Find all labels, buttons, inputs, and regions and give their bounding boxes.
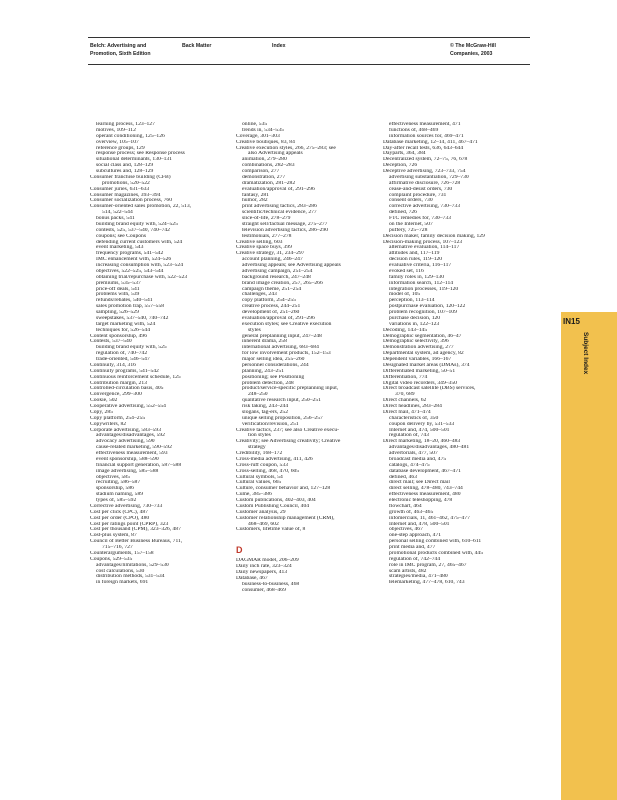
index-entry: learning process, 123–127 [96,122,155,127]
index-entry: verification/revision, 251 [242,421,299,427]
index-entry: types of, 585–592 [96,498,137,503]
index-entry: 715–716, 727 [102,545,133,550]
index-entry: Convergence, 299–300 [90,392,142,398]
index-entry: response process; see Response process [96,151,185,157]
index-entry: comparison, 277 [242,169,280,174]
index-entry: Copy platform, 254–255 [90,415,146,421]
index-entry: functions of, 468–469 [389,127,439,133]
index-entry: sponsorship, 586 [96,486,134,492]
index-entry: Contribution margin, 213 [90,380,147,386]
index-entry: Day-after recall tests, 636, 643–644 [383,145,464,151]
index-entry: campaign theme, 251–254 [242,286,302,292]
index-entry: situational determinants, 130–131 [96,157,172,163]
index-entry: Cost per order (CPO), 480 [90,515,150,521]
index-entry: Cross-ruff coupon, 533 [236,462,288,468]
index-entry: model of, 105 [389,292,421,298]
index-entry: planning, 243–251 [242,368,284,374]
index-entry: Creative strategy, 31, 234–297 [236,251,305,257]
index-entry: variations in, 122–123 [389,321,440,327]
index-entry: bonus packs, 541 [96,216,135,221]
index-entry: Council of Better Business Bureaus, 711, [90,539,183,545]
index-entry: effectiveness measurement, 471 [389,122,461,127]
index-entry: Daily inch rate, 323–324 [236,564,292,570]
index-entry: Cume, 385–386 [236,492,272,498]
book-title-line1: Belch: Advertising and [90,43,147,49]
copyright-line1: © The McGraw-Hill [450,43,496,49]
index-entry: slice-of-life, 278–279 [242,216,291,221]
index-entry: advocacy advertising, 590 [96,439,155,445]
index-entry: affirmative disclosure, 726–728 [389,180,461,186]
index-entry: copy platform, 254–255 [242,298,296,304]
index-entry: brand image creation, 257, 265–266 [242,280,323,286]
index-entry: Consumer-oriented sales promotion, 22, 513, [90,204,192,210]
index-entry: Cooperative advertising, 552–554 [90,404,166,409]
index-entry: Cross-selling, 468, 470, 605 [236,468,300,474]
index-column-2 [236,122,386,594]
index-entry: Creative space buys, 399 [236,245,292,251]
index-entry: Demographic selectivity, 396 [383,339,449,345]
index-entry: building brand equity with, 524–525 [96,221,178,227]
index-entry: regulation of, 742–744 [389,556,441,562]
index-entry: in foreign markets, 691 [96,580,149,586]
thumb-tab-label: Subject Index [582,332,589,375]
index-entry: scam artists, 482 [389,568,427,574]
index-entry: stadium naming, 589 [96,492,144,498]
index-entry: reference groups, 129 [96,145,145,151]
index-entry: objectives, 585 [96,474,130,480]
index-entry: Deception, 726 [383,163,418,169]
index-entry: regulation of, 740–742 [96,351,148,357]
index-entry: Continuity, 314, 316 [90,362,136,368]
index-entry: corrective advertising, 730–733 [389,204,460,210]
index-entry: Designated market areas (DMAs), 374 [383,362,470,368]
index-entry: sales promotion trap, 557–558 [96,304,165,310]
index-entry: Copywriters, 82 [90,421,127,427]
index-entry: Departmental system, ad agency, 82 [383,351,464,357]
index-entry: Customer relationship management (CRM), [236,515,335,521]
index-entry: Decoding, 143–145 [383,327,428,333]
index-entry: advantages/limitations, 529–530 [96,562,169,568]
index-entry: family roles in, 129–130 [389,274,444,280]
index-entry: Internet and, 474, 500–501 [389,427,450,433]
index-entry: Customer analysis, 29 [236,509,286,515]
index-entry: evaluation/approval of, 291–296 [242,186,315,192]
index-entry: Consumer magazines, 393–394 [90,192,161,198]
index-entry: 370, 689 [395,392,415,398]
index-entry: strategies/media, 471–480 [389,574,448,580]
index-entry: Daily newspapers, 413 [236,570,288,575]
index-entry: premiums, 535–537 [96,280,141,286]
index-entry: slogans, tag-ers, 252 [242,409,288,415]
index-entry: Decision maker, family decision making, 129 [383,233,485,239]
index-entry: business-to-business, 468 [242,581,300,587]
index-entry: motives, 109–112 [96,127,136,133]
index-entry: background research, 247–248 [242,274,311,280]
index-entry: personal selling combined with, 610–611 [389,539,482,545]
index-entry: Cultural values, 665 [236,480,282,486]
index-entry: Credibility, 168–172 [236,451,283,456]
index-entry: distribution methods, 531–534 [96,574,165,580]
index-entry: Culture, consumer behavior and, 127–128 [236,486,331,492]
index-entry: combinations, 282–283 [242,163,295,169]
index-entry: Corrective advertising, 730–733 [90,503,163,509]
running-header [88,37,530,65]
index-entry: social class and, 128–129 [96,163,154,169]
copyright [450,42,496,58]
index-entry: Dayparts, 364, 384 [383,151,426,157]
index-entry: evaluation/approval of, 291–296 [242,315,315,321]
index-entry: techniques for, 526–544 [96,327,150,333]
index-entry: alternative evaluation, 114–117 [389,245,460,251]
index-entry: trade-oriented, 546–547 [96,357,150,362]
index-entry: defined, 463 [389,474,417,480]
index-entry: objectives, 467 [389,527,423,533]
section-letter: D [236,545,243,556]
index-entry: event sponsorship, 588–590 [96,456,159,462]
index-entry: target marketing with, 524 [96,321,156,327]
index-entry: Database, 467 [236,575,268,581]
index-entry: coupons; see Coupons [96,233,147,239]
chapter-name: Index [272,43,286,49]
index-entry: overview, 105–107 [96,139,139,145]
index-entry: database development, 467–471 [389,468,461,474]
index-entry: also Advertising appeals [248,151,303,157]
index-entry: 514, 522–544 [102,210,133,216]
index-entry: promotions, 520–522 [102,180,150,186]
index-entry: electronic teleshopping, 478 [389,498,453,503]
index-entry: positioning; see Positioning [242,374,305,380]
index-entry: Differentiation, 774 [383,374,428,380]
index-entry: subcultures and, 128–129 [96,169,154,174]
index-entry: general preplanning input, 247–248 [242,333,322,339]
index-entry: Direct headlines, 283–284 [383,404,442,409]
index-entry: Cost per ratings point (CPRP), 323 [90,521,169,527]
index-entry: information sources for, 469–471 [389,133,464,139]
index-entry: tion styles [248,433,271,439]
index-entry: infomercials, 11, 461–462, 475–477 [389,515,470,521]
index-entry: telemarketing, 477–478, 610, 743 [389,580,465,586]
index-entry: humor, 282 [242,198,268,204]
index-entry: Copy, 285 [90,409,113,415]
index-column-1 [90,122,240,586]
index-entry: price-off deals, 541 [96,286,140,292]
index-entry: direct mail; see Direct mail [389,480,450,486]
index-entry: Coverage, 301–303 [236,133,280,139]
index-entry: 468–469, 602 [248,521,279,527]
index-entry: execution styles; see Creative execution [242,321,332,327]
index-entry: styles [248,327,261,333]
index-entry: Cost-plus system, 87 [90,533,137,539]
index-entry: defined, 726 [389,210,417,216]
index-entry: Cookie, 502 [90,398,118,404]
index-entry: Direct marketing, 18–20, 460–483 [383,439,461,445]
index-entry: strategy [248,445,266,451]
index-entry: evaluative criteria, 116–117 [389,263,452,268]
index-entry: trends in, 534–535 [242,127,284,133]
index-entry: dramatization, 281–282 [242,180,296,186]
index-entry: Content sponsorship, 496 [90,333,148,339]
index-entry: scientific/technical evidence, 277 [242,210,317,216]
index-entry: Customers, lifetime value of, 8 [236,527,306,533]
index-entry: image advertising, 585–588 [96,468,159,474]
book-title [90,42,151,58]
index-entry: coupon delivery by, 531–533 [389,421,455,427]
index-entry: increasing consumption with, 523–524 [96,263,184,268]
index-entry: Creativity; see Advertising creativity; Creative [236,439,341,445]
index-entry: Custom publications, 402–403, 404 [236,498,316,503]
index-entry: financial support generation, 587–588 [96,462,182,468]
index-entry: one-step approach, 471 [389,533,442,539]
index-entry: Creative execution styles, 266, 275–283; see [236,145,336,151]
index-entry: problems with, 539 [96,292,140,298]
index-entry: Continuity programs, 541–542 [90,368,159,374]
index-entry: personnel considerations, 244 [242,362,309,368]
index-entry: Deceptive advertising, 723–733, 754 [383,169,466,174]
index-entry: perception, 113–114 [389,298,435,304]
index-entry: integration processes, 119–120 [389,286,459,292]
index-entry: straight sell/factual message, 275–277 [242,221,328,227]
index-entry: problem recognition, 107–109 [389,310,457,315]
index-entry: direct selling, 478–480, 743–744 [389,486,463,492]
index-entry: 248–250 [248,392,268,398]
index-entry: Counterarguments, 157–158 [90,550,154,556]
index-entry: cost calculations, 530 [96,568,145,574]
index-entry: Direct channels, 62 [383,398,427,404]
index-entry: demonstration, 277 [242,174,286,180]
index-entry: decision rules, 119–120 [389,257,443,263]
index-entry: product/service-specific preplanning input, [242,386,339,392]
index-entry: Digital video recorders, 349–350 [383,380,457,386]
index-entry: event marketing, 543 [96,245,144,251]
index-entry: effectiveness measurement, 480 [389,492,461,498]
index-entry: obtaining trial/repurchase with, 522–523 [96,274,188,280]
index-entry: consumer, 468–469 [242,587,286,593]
index-entry: flowchart, 464 [389,503,422,509]
index-entry: major selling idea, 255–260 [242,357,305,362]
index-entry: Cost per click (CPC), 487 [90,509,148,515]
index-entry: complaint procedure, 731 [389,192,447,198]
index-entry: Cost per thousand (CPM), 323–326, 487 [90,527,181,533]
index-entry: Creative boutiques, 83, 84 [236,139,295,145]
index-entry: advertising substantiation, 729–730 [389,174,469,180]
index-entry: IMC enhancement with, 524–526 [96,257,172,263]
index-entry: Consumer socialization process, 760 [90,198,173,204]
index-entry: Creative tactics, 237; see also Creative execu- [236,427,339,433]
index-entry: Continuous reinforcement schedule, 125 [90,374,181,380]
index-entry: qualitative research input, 250–251 [242,398,321,404]
index-entry: operant conditioning, 125–126 [96,133,165,139]
index-entry: television advertising tactics, 286–290 [242,227,329,233]
index-entry: Cultural symbols, 54 [236,474,283,480]
index-entry: print advertising tactics, 283–286 [242,204,317,210]
index-entry: sweepstakes, 537–540, 740–742 [96,315,169,321]
index-entry: print media and, 477 [389,545,436,550]
copyright-line2: Companies, 2003 [450,51,493,57]
index-entry: DAGMAR model, 206–209 [236,558,299,564]
index-entry: for low involvement products, 152–153 [242,351,331,357]
index-entry: advertising campaign, 251–254 [242,268,313,274]
index-entry: international advertising, 683–684 [242,345,319,351]
index-entry: Dependent variables, 166–167 [383,357,452,362]
index-entry: FTC remedies for, 730–733 [389,216,451,221]
index-entry: advertorials, 477, 507 [389,451,438,456]
index-entry: contests, 525, 537–540, 740–742 [96,227,170,233]
index-entry: Direct mail, 471–474 [383,409,431,415]
book-title-line2: Promotion, Sixth Edition [90,51,151,57]
index-entry: puffery, 725–728 [389,227,428,233]
index-entry: information search, 112–114 [389,280,454,286]
index-entry: attitudes and, 117–119 [389,251,440,257]
index-entry: Corporate advertising, 583–593 [90,427,161,433]
index-entry: building brand equity with, 525 [96,345,167,351]
index-entry: unique selling proposition, 256–257 [242,415,323,421]
index-entry: broadcast media and, 475 [389,456,447,462]
index-entry: regulation of, 743 [389,433,429,439]
index-entry: advantages/disadvantages, 480–481 [389,445,470,451]
index-entry: risk taking, 243–244 [242,404,289,409]
index-entry: Contests, 537–540 [90,339,132,345]
index-entry: consent orders, 730 [389,198,433,204]
index-entry: objectives, 522–525, 543–544 [96,268,164,274]
index-entry: Demographic segmentation, 46–47 [383,333,462,339]
index-entry: fantasy, 281 [242,192,269,198]
index-entry: Demonstration advertising, 277 [383,345,454,351]
index-entry: Internet and, 478, 500–501 [389,521,450,527]
index-entry: postpurchase evaluation, 120–122 [389,304,466,310]
index-entry: Custom Publishing Council, 404 [236,503,310,509]
index-entry: Consumer franchise building (CFB) [90,174,171,180]
index-entry: challenges, 243 [242,292,277,298]
index-entry: role in IMC program, 27, 465–467 [389,562,467,568]
index-entry: cause-related marketing, 590–592 [96,445,172,451]
index-entry: catalogs, 474–475 [389,462,430,468]
section-name: Back Matter [182,43,212,49]
index-entry: Differentiated marketing, 50–51 [383,368,456,374]
index-entry: Decision-making process, 107–123 [383,239,463,245]
index-entry: on the Internet, 507 [389,221,433,227]
index-entry: Controlled-circulation basis, 405 [90,386,164,392]
thumb-tab [561,312,617,800]
index-entry: effectiveness measurement, 593 [96,451,168,456]
index-entry: animation, 279–280 [242,157,287,163]
index-entry: sampling, 526–529 [96,310,139,315]
index-entry: defending current customers with, 524 [96,239,183,245]
index-entry: Database marketing, 12–14, 411, 467–471 [383,139,478,145]
index-entry: advantages/disadvantages, 592 [96,433,165,439]
index-entry: frequency programs, 541–542 [96,251,164,257]
index-entry: recruiting, 586–587 [96,480,141,486]
index-entry: Creative selling, 603 [236,239,283,245]
index-entry: testimonials, 277–278 [242,233,292,239]
index-entry: evoked set, 116 [389,268,424,274]
page-number: IN15 [563,317,580,326]
index-entry: Decentralized system, 72–75, 76, 678 [383,157,468,163]
index-entry: Direct broadcast satellite (DBS) services, [383,386,476,392]
index-entry: cease-and-desist orders, 730 [389,186,453,192]
index-entry: Cross-media advertising, 411, 426 [236,456,313,462]
index-column-3 [383,122,533,586]
index-entry: problem detection, 248 [242,380,294,386]
index-entry: online, 535 [242,122,268,127]
index-entry: characteristics of, 350 [389,415,439,421]
index-entry: refunds/rebates, 540–541 [96,298,153,304]
index-entry: promotional products combined with, 445 [389,550,483,556]
index-entry: account planning, 246–247 [242,257,303,263]
index-entry: Coupons, 529–535 [90,556,133,562]
index-entry: growth of, 463–465 [389,509,434,515]
index-entry: purchase decision, 120 [389,315,441,321]
index-entry: inherent drama, 258 [242,339,287,345]
index-entry: development of, 251–260 [242,310,300,315]
index-entry: Consumer juries, 631–633 [90,186,150,192]
index-entry: advertising appeals; see Advertising appeals [242,263,341,268]
index-entry: creative process, 244–251 [242,304,301,310]
